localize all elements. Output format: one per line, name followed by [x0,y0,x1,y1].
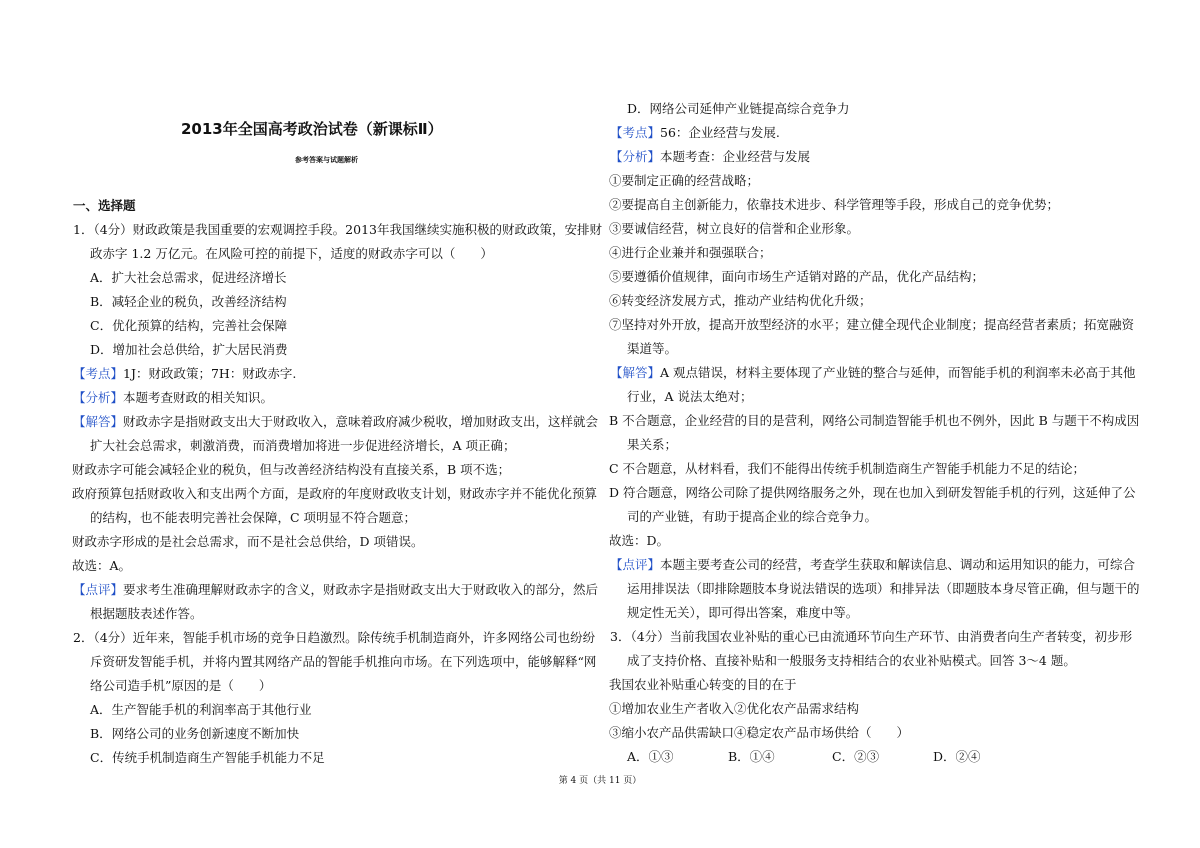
q2-stem-line-3: 络公司造手机”原因的是（ ） [90,678,272,693]
q2-jieda-line-6: D 符合题意，网络公司除了提供网络服务之外，现在也加入到研发智能手机的行列，这延伸了公 [609,485,1136,500]
q2-point-4: ④进行企业兼并和强强联合； [609,245,772,260]
q1-jieda-line-6: 财政赤字形成的是社会总需求，而不是社会总供给，D 项错误。 [72,534,424,549]
q2-jieda-line-2: 行业，A 说法太绝对； [627,389,753,404]
q1-jieda-line-1 [73,414,598,430]
kaodian-text: 56：企业经营与发展. [660,125,780,140]
page-subtitle: 参考答案与试题解析 [295,155,358,164]
q1-fenxi [73,390,273,406]
page-footer: 第 4 页（共 11 页） [558,776,642,786]
q1-stem-line-1: 1．（4分）财政政策是我国重要的宏观调控手段。2013年我国继续实施积极的财政政策，安排财 [73,222,602,237]
q1-dianping-line-1 [73,582,598,598]
q2-kaodian [610,125,780,141]
jieda-tag: 【解答】 [610,365,661,380]
q2-point-2: ②要提高自主创新能力，依靠技术进步、科学管理等手段，形成自己的竞争优势； [609,197,1060,212]
q2-stem-line-2: 斥资研发智能手机，并将内置其网络产品的智能手机推向市场。在下列选项中，能够解释“网 [90,654,597,669]
q2-dianping-line-2: 运用排误法（即排除题肢本身说法错误的选项）和排异法（即题肢本身尽管正确，但与题干的 [627,581,1140,596]
q3-option-d: D．②④ [933,749,981,764]
dianping-tag: 【点评】 [610,557,661,572]
q1-jieda-line-2: 扩大社会总需求，刺激消费，而消费增加将进一步促进经济增长，A 项正确； [90,438,516,453]
q2-dianping-line-3: 规定性无关），即可得出答案，难度中等。 [627,605,859,620]
q1-kaodian [73,366,296,382]
q2-jieda-line-3: B 不合题意，企业经营的目的是营利，网络公司制造智能手机也不例外，因此 B 与题干不构成因 [609,413,1140,428]
q2-option-a: A．生产智能手机的利润率高于其他行业 [90,702,312,717]
q2-point-7: ⑦坚持对外开放，提高开放型经济的水平；建立健全现代企业制度；提高经营者素质；拓宽融资 [609,317,1135,332]
q2-option-b: B．网络公司的业务创新速度不断加快 [90,726,300,741]
kaodian-tag: 【考点】 [73,366,124,381]
q3-stem-line-4: ①增加农业生产者收入②优化农产品需求结构 [609,701,860,716]
section-heading: 一、选择题 [73,198,136,213]
fenxi-tag: 【分析】 [610,149,661,164]
q3-stem-line-5: ③缩小农产品供需缺口④稳定农产品市场供给（ ） [609,725,910,740]
q2-point-5: ⑤要遵循价值规律，面向市场生产适销对路的产品，优化产品结构； [609,269,985,284]
jieda-tag: 【解答】 [73,414,124,429]
q2-jieda-line-1 [610,365,1136,381]
fenxi-text: 本题考查财政的相关知识。 [123,390,274,405]
q2-jieda-line-4: 果关系； [627,437,678,452]
q1-option-a: A．扩大社会总需求，促进经济增长 [90,270,287,285]
q3-option-b: B．①④ [728,749,775,764]
dianping-text: 要求考生准确理解财政赤字的含义，财政赤字是指财政支出大于财政收入的部分，然后 [123,582,599,597]
kaodian-text: 1J：财政政策；7H：财政赤字. [123,366,297,381]
q1-jieda-line-4: 政府预算包括财政收入和支出两个方面，是政府的年度财政收支计划，财政赤字并不能优化预算 [72,486,598,501]
q1-option-d: D．增加社会总供给，扩大居民消费 [90,342,288,357]
q2-jieda-line-5: C 不合题意，从材料看，我们不能得出传统手机制造商生产智能手机能力不足的结论； [609,461,1086,476]
q1-dianping-line-2: 根据题肢表述作答。 [90,606,203,621]
q2-point-3: ③要诚信经营，树立良好的信誉和企业形象。 [609,221,860,236]
q2-option-c: C．传统手机制造商生产智能手机能力不足 [90,750,325,765]
q1-option-c: C．优化预算的结构，完善社会保障 [90,318,288,333]
dianping-text: 本题主要考查公司的经营，考查学生获取和解读信息、调动和运用知识的能力，可综合 [660,557,1136,572]
q3-stem-line-1: 3．（4分）当前我国农业补贴的重心已由流通环节向生产环节、由消费者向生产者转变，初步形 [610,629,1133,644]
q1-stem-line-2: 政赤字 1.2 万亿元。在风险可控的前提下，适度的财政赤字可以（ ） [90,246,493,261]
dianping-tag: 【点评】 [73,582,124,597]
kaodian-tag: 【考点】 [610,125,661,140]
q2-dianping-line-1 [610,557,1135,573]
page-title: 2013年全国高考政治试卷（新课标Ⅱ） [181,120,443,138]
q1-answer: 故选：A。 [72,558,132,573]
q1-option-b: B．减轻企业的税负，改善经济结构 [90,294,287,309]
q3-option-a: A．①③ [627,749,674,764]
q3-stem-line-3: 我国农业补贴重心转变的目的在于 [609,677,797,692]
fenxi-text: 本题考查：企业经营与发展 [660,149,811,164]
q2-point-1: ①要制定正确的经营战略； [609,173,760,188]
q2-fenxi [610,149,810,165]
fenxi-tag: 【分析】 [73,390,124,405]
q1-jieda-line-3: 财政赤字可能会减轻企业的税负，但与改善经济结构没有直接关系，B 项不选； [72,462,511,477]
q3-stem-line-2: 成了支持价格、直接补贴和一般服务支持相结合的农业补贴模式。回答 3～4 题。 [627,653,1076,668]
q2-option-d: D．网络公司延伸产业链提高综合竞争力 [627,101,850,116]
q2-answer: 故选：D。 [609,533,670,548]
q2-point-6: ⑥转变经济发展方式，推动产业结构优化升级； [609,293,872,308]
q2-jieda-line-7: 司的产业链，有助于提高企业的综合竞争力。 [627,509,878,524]
jieda-text: A 观点错误，材料主要体现了产业链的整合与延伸，而智能手机的利润率未必高于其他 [660,365,1136,380]
jieda-text: 财政赤字是指财政支出大于财政收入，意味着政府减少税收，增加财政支出，这样就会 [123,414,599,429]
q2-point-7-cont: 渠道等。 [627,341,678,356]
q1-jieda-line-5: 的结构，也不能表明完善社会保障，C 项明显不符合题意； [90,510,417,525]
q2-stem-line-1: 2．（4分）近年来，智能手机市场的竞争日趋激烈。除传统手机制造商外，许多网络公司也纷纷 [73,630,596,645]
q3-option-c: C．②③ [832,749,880,764]
